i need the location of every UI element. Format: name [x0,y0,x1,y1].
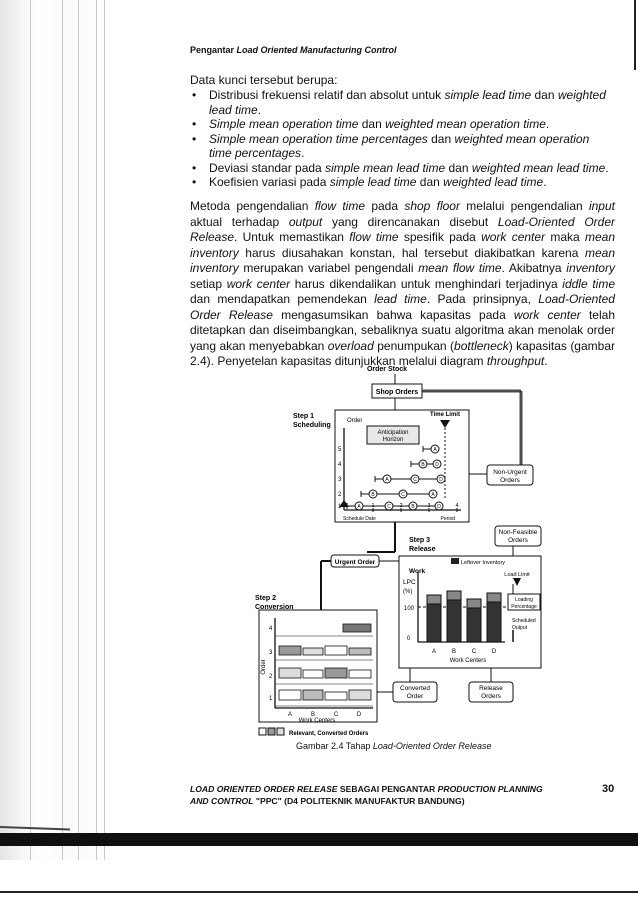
svg-text:Anticipation: Anticipation [377,430,409,436]
conversion-work-center-letter: C [333,712,339,718]
period-tick-label: 4 [455,503,459,509]
period-label: Period [440,516,455,522]
order-operation-letter: A [433,447,437,453]
conversion-order-block [279,690,301,700]
schedule-row-label: 5 [338,447,342,453]
conversion-order-block [343,624,371,632]
shop-orders-label: Shop Orders [375,389,419,396]
conversion-row-label: 2 [269,674,273,680]
pct-label: (%) [403,589,413,595]
hundred-label: 100 [404,606,415,612]
conversion-work-centers-label: Work Centers [298,718,336,724]
order-operation-letter: B [371,492,375,498]
scheduled-label: Scheduled [512,618,536,624]
order-operation-letter: A [431,492,435,498]
order-operation-letter: D [435,462,439,468]
order-operation-letter: B [411,504,415,510]
order-operation-letter: B [421,462,425,468]
release-work-center-letter: B [451,649,457,655]
release-work-center-letter: C [471,649,477,655]
conversion-order-block [325,692,347,700]
load-oriented-order-release-diagram [255,362,545,740]
conversion-order-block [303,670,323,678]
period-tick-label: 1 [371,503,375,509]
svg-text:Release: Release [479,685,503,692]
conversion-work-center-letter: B [310,712,316,718]
list-item: • Deviasi standar pada simple mean lead time dan weighted mean lead time. [190,161,610,176]
conversion-order-block [303,648,323,655]
leftover-inventory-label: Leftover Inventory [461,560,506,566]
conversion-order-block [325,646,347,655]
footer-thick-rule [0,833,638,846]
svg-text:Converted: Converted [400,685,430,692]
step3-sub-label: Release [409,546,436,553]
work-label: Work [409,568,426,575]
svg-text:Orders: Orders [481,693,501,700]
conversion-order-block [349,690,371,700]
step2-label: Step 2 [255,595,277,602]
percentage-label: Percentage [511,604,537,610]
scan-binding-edge [0,0,118,860]
page-number: 30 [602,783,615,795]
list-item: • Simple mean operation time dan weighted mean operation time. [190,117,610,132]
conversion-work-center-letter: A [287,712,293,718]
conversion-row-label: 3 [269,650,273,656]
conversion-order-block [349,648,371,655]
release-work-center-letter: A [431,649,437,655]
body-paragraph: Metoda pengendalian flow time pada shop floor melalui pengendalian input aktual terhadap output yang direncanakan disebut Load-Oriented Order Release. Untuk memastikan flow time spesifik pada work center maka mean inventory harus diusahakan konstan, hal tersebut diakibatkan karena mean inventory merupakan variabel pengendali mean flow time. Akibatnya inventory setiap work center harus dikendalikan untuk menghindari terjadinya iddle time dan mendapatkan pemendekan lead time. Pada prinsipnya, Load-Oriented Order Release mengasumsikan bahwa kapasitas pada work center telah ditetapkan dan diseimbangkan, sebaliknya suatu algoritma akan menolak order yang akan menyebabkan overload penumpukan (bottleneck) kapasitas (gambar 2.4). Penyetelan kapasitas ditunjukkan melalui diagram throughput. [190,199,616,368]
conversion-order-block [303,690,323,700]
order-operation-letter: D [439,477,443,483]
order-stock-label: Order Stock [366,366,408,373]
conversion-order-block [325,668,347,678]
release-work-center-letter: D [491,649,497,655]
loading-label: Loading [515,597,533,603]
release-bar-top [467,599,481,608]
conversion-order-block [349,670,371,678]
order-operation-letter: A [357,504,361,510]
order-operation-letter: D [437,504,441,510]
bottom-thin-rule [0,891,638,893]
step3-label: Step 3 [409,537,431,544]
key-data-list [190,88,610,190]
time-limit-label: Time Limit [430,412,460,418]
time-limit-marker [440,420,450,428]
release-bar-top [447,591,461,600]
conv-order-axis-label: Order [261,659,267,675]
order-operation-letter: A [385,477,389,483]
zero-label: 0 [407,636,411,642]
lpc-label: LPC [403,579,416,586]
svg-text:Order: Order [406,693,424,700]
svg-text:Orders: Orders [508,537,528,544]
step1-label: Step 1 [293,413,315,420]
conversion-work-center-letter: D [356,712,362,718]
schedule-row-label: 2 [338,492,342,498]
intro-line: Data kunci tersebut berupa: [190,73,338,87]
conversion-row-label: 4 [269,626,273,632]
period-tick-label: 2 [399,503,403,509]
svg-text:Non-Feasible: Non-Feasible [498,529,538,536]
schedule-date-label: Schedule Date [343,516,376,522]
output-label: Output [512,625,528,631]
figure-caption: Gambar 2.4 Tahap Load-Oriented Order Release [296,741,492,751]
period-tick-label: 3 [427,503,431,509]
running-footer: LOAD ORIENTED ORDER RELEASE SEBAGAI PENGANTAR PRODUCTION PLANNING AND CONTROL "PPC" (D4 POLITEKNIK MANUFAKTUR BANDUNG) [190,784,543,806]
scan-edge-mark [634,0,636,70]
running-header: Pengantar Load Oriented Manufacturing Control [190,45,397,55]
load-limit-label: Load Limit [504,572,530,578]
svg-text:Orders: Orders [500,477,520,484]
list-item: • Simple mean operation time percentages dan weighted mean operation time percentages. [190,132,610,161]
release-work-centers-label: Work Centers [449,658,487,664]
order-operation-letter: C [401,492,405,498]
step2-sub-label: Conversion [255,604,294,611]
release-bar-top [427,595,441,604]
order-operation-letter: C [413,477,417,483]
list-item: • Koefisien variasi pada simple lead time dan weighted lead time. [190,175,610,190]
legend-label: Relevant, Converted Orders [289,731,369,737]
conversion-row-label: 1 [269,696,273,702]
release-bar-top [487,593,501,602]
list-item: • Distribusi frekuensi relatif dan absolut untuk simple lead time dan weighted lead time. [190,88,610,117]
svg-text:Horizon: Horizon [382,437,404,443]
schedule-row-label: 4 [338,462,342,468]
conversion-order-block [279,668,301,678]
conversion-order-block [279,646,301,655]
order-axis-label: Order [347,418,363,424]
order-operation-letter: C [387,504,391,510]
svg-text:Non-Urgent: Non-Urgent [493,469,527,476]
svg-text:Urgent Order: Urgent Order [334,559,376,566]
step1-sub-label: Scheduling [293,422,331,429]
schedule-row-label: 3 [338,477,342,483]
